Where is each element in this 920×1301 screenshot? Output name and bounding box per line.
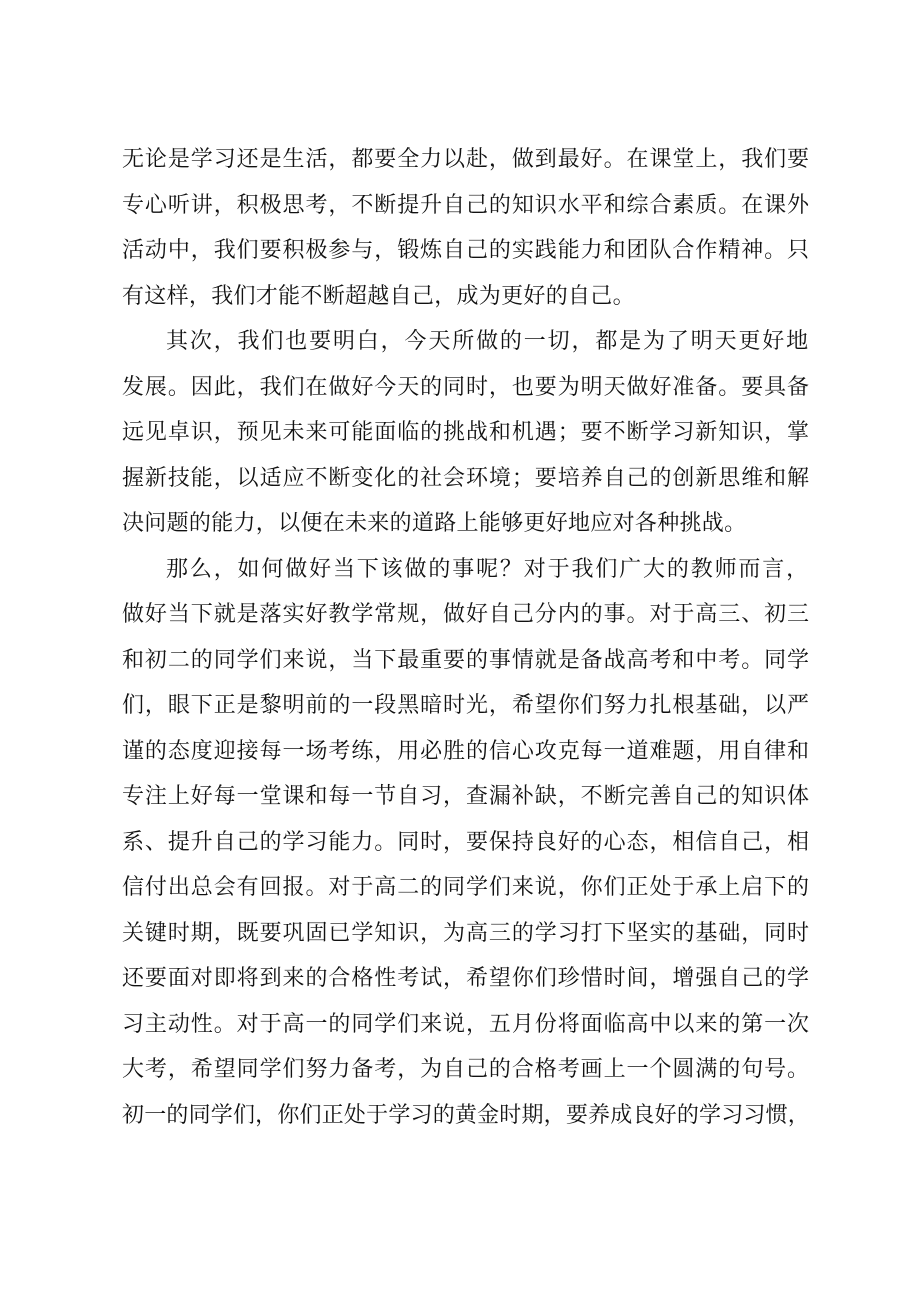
paragraph-2 [122,319,810,547]
text-line: 决问题的能力，以便在未来的道路上能够更好地应对各种挑战。 [122,511,747,536]
text-line: 习主动性。对于高一的同学们来说，五月份将面临高中以来的第一次 [122,1011,810,1037]
text-line-indented: 其次，我们也要明白，今天所做的一切，都是为了明天更好地 [166,329,810,354]
text-line: 和初二的同学们来说，当下最重要的事情就是备战高考和中考。同学 [122,647,810,673]
body-text [122,137,810,1138]
text-line: 们，眼下正是黎明前的一段黑暗时光，希望你们努力扎根基础，以严 [122,693,810,718]
text-line: 专心听讲，积极思考，不断提升自己的知识水平和综合素质。在课外 [122,192,810,218]
text-line: 谨的态度迎接每一场考练，用必胜的信心攻克每一道难题，用自律和 [122,738,810,764]
text-line: 信付出总会有回报。对于高二的同学们来说，你们正处于承上启下的 [122,875,810,900]
text-line: 远见卓识，预见未来可能面临的挑战和机遇；要不断学习新知识，掌 [122,420,810,445]
text-line: 无论是学习还是生活，都要全力以赴，做到最好。在课堂上，我们要 [122,147,810,172]
text-line: 大考，希望同学们努力备考，为自己的合格考画上一个圆满的句号。 [122,1057,810,1082]
text-line: 发展。因此，我们在做好今天的同时，也要为明天做好准备。要具备 [122,374,810,400]
text-line: 系、提升自己的学习能力。同时，要保持良好的心态，相信自己，相 [122,829,810,855]
text-line: 还要面对即将到来的合格性考试，希望你们珍惜时间，增强自己的学 [122,966,810,991]
paragraph-3 [122,547,810,1139]
text-line: 有这样，我们才能不断超越自己，成为更好的自己。 [122,283,635,309]
text-line: 做好当下就是落实好教学常规，做好自己分内的事。对于高三、初三 [122,602,810,627]
text-line: 握新技能，以适应不断变化的社会环境；要培养自己的创新思维和解 [122,465,810,491]
text-line: 关键时期，既要巩固已学知识，为高三的学习打下坚实的基础，同时 [122,920,810,946]
text-line: 专注上好每一堂课和每一节自习，查漏补缺，不断完善自己的知识体 [122,784,810,809]
text-line-indented: 那么，如何做好当下该做的事呢？对于我们广大的教师而言， [166,556,810,582]
paragraph-1 [122,137,810,319]
text-line: 活动中，我们要积极参与，锻炼自己的实践能力和团队合作精神。只 [122,238,810,263]
text-line: 初一的同学们，你们正处于学习的黄金时期，要养成良好的学习习惯， [122,1102,810,1128]
